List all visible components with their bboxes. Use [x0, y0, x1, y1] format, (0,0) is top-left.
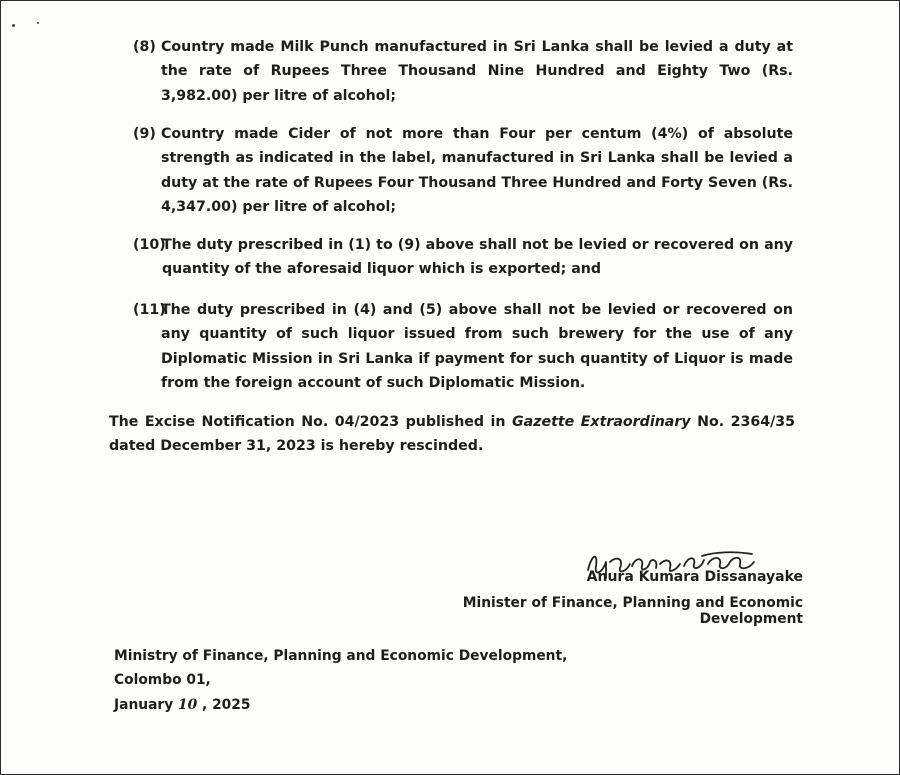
address-line: Colombo 01,	[114, 672, 211, 689]
clause-text: Country made Milk Punch manufactured in Sri Lanka shall be levied a duty at the rate of Rupees Three Thousand Nine Hundred and Eighty Two (Rs. 3,982.00) per litre of alcohol;	[161, 39, 793, 104]
clause-11	[133, 298, 793, 396]
date-year: , 2025	[202, 696, 251, 713]
date-month: January	[114, 696, 174, 713]
gazette-title: Gazette Extraordinary	[511, 414, 691, 430]
clause-10	[133, 233, 793, 282]
scan-speck	[12, 24, 15, 27]
clause-text: The duty prescribed in (4) and (5) above shall not be levied or recovered on any quantity of such liquor issued from such brewery for the use of any Diplomatic Mission in Sri Lanka if payment for such quantity of Liquor is made from the foreign account of such Diplomatic Mission.	[161, 302, 793, 392]
rescission-text: The Excise Notification No. 04/2023 published in	[109, 414, 512, 430]
date-day-handwritten: 10	[178, 696, 198, 713]
signatory-name: Anura Kumara Dissanayake	[586, 569, 803, 585]
rescission-text: No. 2364/35 dated December 31, 2023 is hereby rescinded.	[109, 414, 795, 455]
scan-speck	[37, 22, 39, 24]
clause-number: (8)	[133, 39, 156, 55]
clause-number: (9)	[133, 126, 156, 142]
issuing-address	[114, 644, 567, 717]
clause-number: (11)	[133, 302, 166, 318]
clause-text: Country made Cider of not more than Four per centum (4%) of absolute strength as indicated in the label, manufactured in Sri Lanka shall be levied a duty at the rate of Rupees Four Thousand Three Hundred and Forty Seven (Rs. 4,347.00) per litre of alcohol;	[161, 126, 793, 216]
address-line: Ministry of Finance, Planning and Economic Development,	[114, 648, 568, 664]
clause-9	[133, 122, 793, 220]
clause-text: The duty prescribed in (1) to (9) above shall not be levied or recovered on any quantity of the aforesaid liquor which is exported; and	[162, 237, 793, 278]
clause-number: (10)	[133, 237, 166, 253]
rescission-paragraph	[109, 410, 795, 459]
issue-date	[114, 693, 567, 717]
clause-8	[133, 35, 793, 108]
signatory-title: Minister of Finance, Planning and Economic Development	[462, 595, 803, 627]
